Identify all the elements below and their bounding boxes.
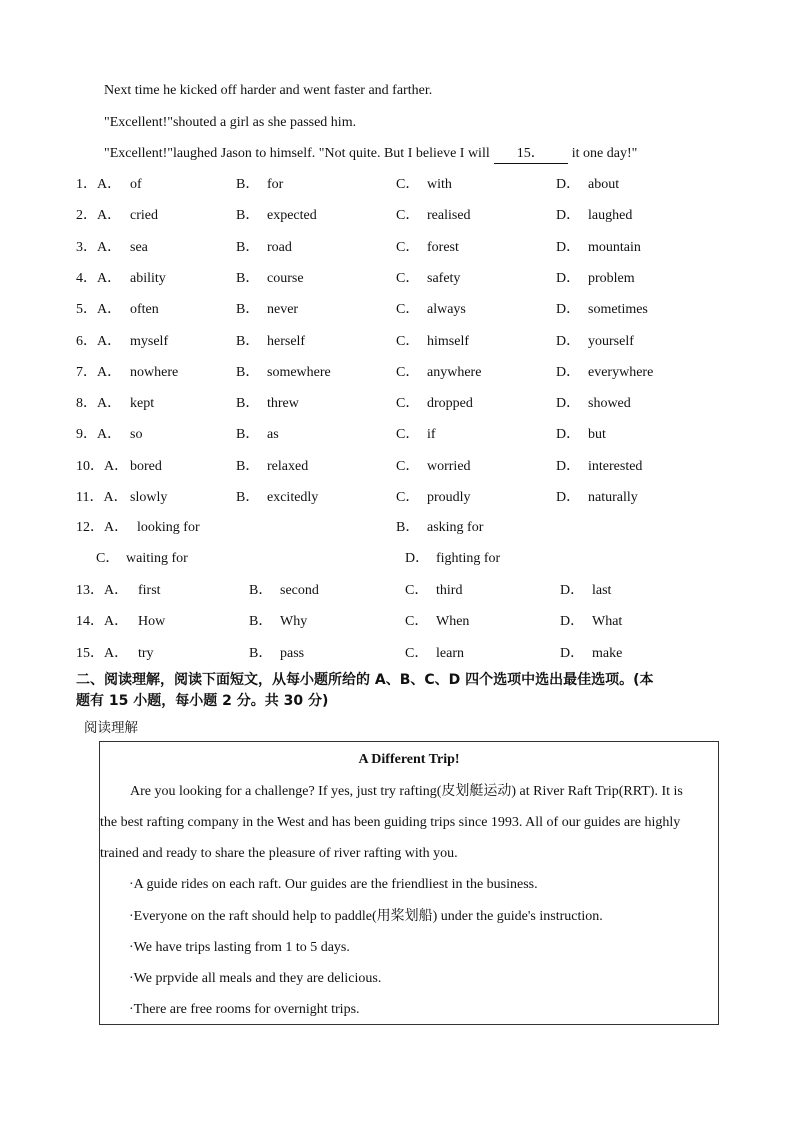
question-13-option-c: third: [436, 583, 463, 598]
question-1-option-c-label: C．: [396, 177, 420, 192]
article-line-3: trained and ready to share the pleasure of river rafting with you.: [100, 846, 458, 861]
passage-line-1: Next time he kicked off harder and went faster and farther.: [104, 83, 433, 98]
question-5-option-d-label: D．: [556, 302, 581, 318]
question-11-option-c-label: C．: [396, 490, 420, 505]
question-2-option-b: expected: [267, 208, 317, 224]
question-9-number: 9．A．: [76, 427, 122, 443]
question-10-option-b-label: B．: [236, 458, 260, 474]
question-2-option-a: cried: [130, 208, 158, 224]
question-5-number: 5．A．: [76, 302, 122, 318]
question-10-option-b: relaxed: [267, 458, 309, 474]
question-6-option-c: himself: [427, 333, 469, 349]
question-13-option-d: last: [592, 583, 612, 598]
question-1-option-b: for: [267, 177, 284, 192]
question-15-option-d-label: D．: [560, 645, 585, 661]
question-10-option-a: bored: [130, 458, 162, 474]
question-15-option-c-label: C．: [405, 645, 429, 661]
question-9-option-d: but: [588, 427, 606, 443]
question-5-option-a: often: [130, 302, 159, 318]
question-12-option-d-label: D．: [405, 551, 430, 566]
question-7-option-a: nowhere: [130, 364, 179, 380]
question-12-option-b: asking for: [427, 520, 484, 535]
question-3-option-c: forest: [427, 239, 459, 255]
question-5-option-b: never: [267, 302, 299, 318]
question-9-option-a: so: [130, 427, 143, 443]
question-3-option-b-label: B．: [236, 239, 260, 255]
question-3-option-b: road: [267, 239, 292, 255]
passage-line-3: [104, 145, 637, 164]
question-13-option-c-label: C．: [405, 583, 429, 598]
question-4-option-b: course: [267, 270, 304, 286]
article-bullet-1: ·A guide rides on each raft. Our guides are the friendliest in the business.: [129, 877, 538, 892]
question-10-option-d-label: D．: [556, 458, 581, 474]
question-14-option-c: When: [436, 614, 470, 630]
question-12-option-a: looking for: [137, 520, 200, 535]
question-4-option-b-label: B．: [236, 270, 260, 286]
question-8-number: 8．A．: [76, 396, 122, 412]
question-1-number: 1．A．: [76, 177, 122, 192]
article-bullet-4: ·We prpvide all meals and they are delicious.: [129, 971, 382, 986]
question-13-option-b-label: B．: [249, 583, 273, 598]
section-2-label: 阅读理解: [84, 720, 138, 736]
question-6-option-b-label: B．: [236, 333, 260, 349]
question-6-option-b: herself: [267, 333, 306, 349]
question-11-option-b-label: B．: [236, 490, 260, 505]
question-5-option-b-label: B．: [236, 302, 260, 318]
question-4-option-c-label: C．: [396, 270, 420, 286]
question-9-option-c: if: [427, 427, 436, 443]
question-12-number: 12．A．: [76, 520, 129, 535]
question-1-option-b-label: B．: [236, 177, 260, 192]
question-11-option-d: naturally: [588, 490, 638, 505]
question-7-option-c: anywhere: [427, 364, 482, 380]
question-6-option-c-label: C．: [396, 333, 420, 349]
question-7-option-b-label: B．: [236, 364, 260, 380]
question-7-option-d: everywhere: [588, 364, 654, 380]
question-14-option-d-label: D．: [560, 614, 585, 630]
question-11-option-a: slowly: [130, 490, 168, 505]
question-4-number: 4．A．: [76, 270, 122, 286]
question-1-option-a: of: [130, 177, 142, 192]
article-title: A Different Trip!: [358, 752, 460, 767]
question-15-option-c: learn: [436, 645, 464, 661]
question-13-number: 13．A．: [76, 583, 129, 598]
question-8-option-b-label: B．: [236, 396, 260, 412]
question-13-option-a: first: [138, 583, 161, 598]
question-2-option-c: realised: [427, 208, 471, 224]
question-4-option-d: problem: [588, 270, 635, 286]
passage-line-3-tail: it one day!": [571, 146, 638, 161]
question-3-option-c-label: C．: [396, 239, 420, 255]
question-8-option-a: kept: [130, 396, 155, 412]
question-12-option-c: waiting for: [126, 551, 188, 566]
question-9-option-d-label: D．: [556, 427, 581, 443]
question-11-option-b: excitedly: [267, 490, 319, 505]
question-5-option-c: always: [427, 302, 466, 318]
question-8-option-c: dropped: [427, 396, 473, 412]
question-10-option-c-label: C．: [396, 458, 420, 474]
question-4-option-a: ability: [130, 270, 166, 286]
question-15-option-a: try: [138, 645, 154, 661]
question-11-number: 11．A．: [76, 490, 128, 505]
question-1-option-d-label: D．: [556, 177, 581, 192]
question-1-option-c: with: [427, 177, 452, 192]
question-14-option-c-label: C．: [405, 614, 429, 630]
question-5-option-c-label: C．: [396, 302, 420, 318]
question-15-number: 15．A．: [76, 645, 129, 661]
question-12-option-b-label: B．: [396, 520, 420, 535]
question-14-option-b: Why: [280, 614, 308, 630]
question-8-option-d-label: D．: [556, 396, 581, 412]
question-8-option-d: showed: [588, 396, 631, 412]
question-14-option-b-label: B．: [249, 614, 273, 630]
question-11-option-c: proudly: [427, 490, 471, 505]
question-9-option-c-label: C．: [396, 427, 420, 443]
section-2-heading-line-2: 题有 15 小题，每小题 2 分。共 30 分): [76, 693, 329, 709]
question-2-option-d: laughed: [588, 208, 633, 224]
answer-blank-15: 15．: [494, 145, 568, 164]
question-4-option-d-label: D．: [556, 270, 581, 286]
question-8-option-b: threw: [267, 396, 299, 412]
article-line-2: the best rafting company in the West and has been guiding trips since 1993. All of our guides are highly: [100, 815, 681, 830]
question-9-option-b: as: [267, 427, 279, 443]
article-bullet-3: ·We have trips lasting from 1 to 5 days.: [129, 940, 350, 955]
article-box: [99, 741, 719, 1025]
question-12-option-c-label: C．: [96, 551, 120, 566]
section-2-heading-line-1: 二、阅读理解，阅读下面短文，从每小题所给的 A、B、C、D 四个选项中选出最佳选项。(本: [76, 672, 654, 688]
question-2-number: 2．A．: [76, 208, 122, 224]
question-6-number: 6．A．: [76, 333, 122, 349]
question-12-option-d: fighting for: [436, 551, 501, 566]
question-13-option-b: second: [280, 583, 319, 598]
question-5-option-d: sometimes: [588, 302, 648, 318]
question-15-option-b: pass: [280, 645, 305, 661]
question-4-option-c: safety: [427, 270, 461, 286]
question-6-option-a: myself: [130, 333, 169, 349]
article-line-1: Are you looking for a challenge? If yes, just try rafting(皮划艇运动) at River Raft Trip(RRT). It is: [130, 784, 683, 799]
question-2-option-d-label: D．: [556, 208, 581, 224]
question-13-option-d-label: D．: [560, 583, 585, 598]
question-3-option-d-label: D．: [556, 239, 581, 255]
question-1-option-d: about: [588, 177, 620, 192]
question-7-number: 7．A．: [76, 364, 122, 380]
question-10-option-c: worried: [427, 458, 471, 474]
passage-line-2: "Excellent!"shouted a girl as she passed him.: [104, 115, 357, 130]
question-7-option-d-label: D．: [556, 364, 581, 380]
question-3-number: 3．A．: [76, 239, 122, 255]
question-9-option-b-label: B．: [236, 427, 260, 443]
question-15-option-b-label: B．: [249, 645, 273, 661]
question-11-option-d-label: D．: [556, 490, 581, 505]
question-14-option-a: How: [138, 614, 166, 630]
question-6-option-d-label: D．: [556, 333, 581, 349]
question-3-option-a: sea: [130, 239, 148, 255]
article-bullet-5: ·There are free rooms for overnight trips.: [129, 1002, 360, 1017]
question-2-option-c-label: C．: [396, 208, 420, 224]
question-7-option-b: somewhere: [267, 364, 331, 380]
question-15-option-d: make: [592, 645, 623, 661]
article-bullet-2: ·Everyone on the raft should help to paddle(用桨划船) under the guide's instruction.: [129, 909, 603, 924]
question-2-option-b-label: B．: [236, 208, 260, 224]
question-10-number: 10．A．: [76, 458, 129, 474]
question-14-number: 14．A．: [76, 614, 129, 630]
question-7-option-c-label: C．: [396, 364, 420, 380]
question-8-option-c-label: C．: [396, 396, 420, 412]
passage-line-3-text: "Excellent!"laughed Jason to himself. "Not quite. But I believe I will: [104, 146, 490, 161]
question-6-option-d: yourself: [588, 333, 634, 349]
question-10-option-d: interested: [588, 458, 643, 474]
question-3-option-d: mountain: [588, 239, 641, 255]
question-14-option-d: What: [592, 614, 623, 630]
